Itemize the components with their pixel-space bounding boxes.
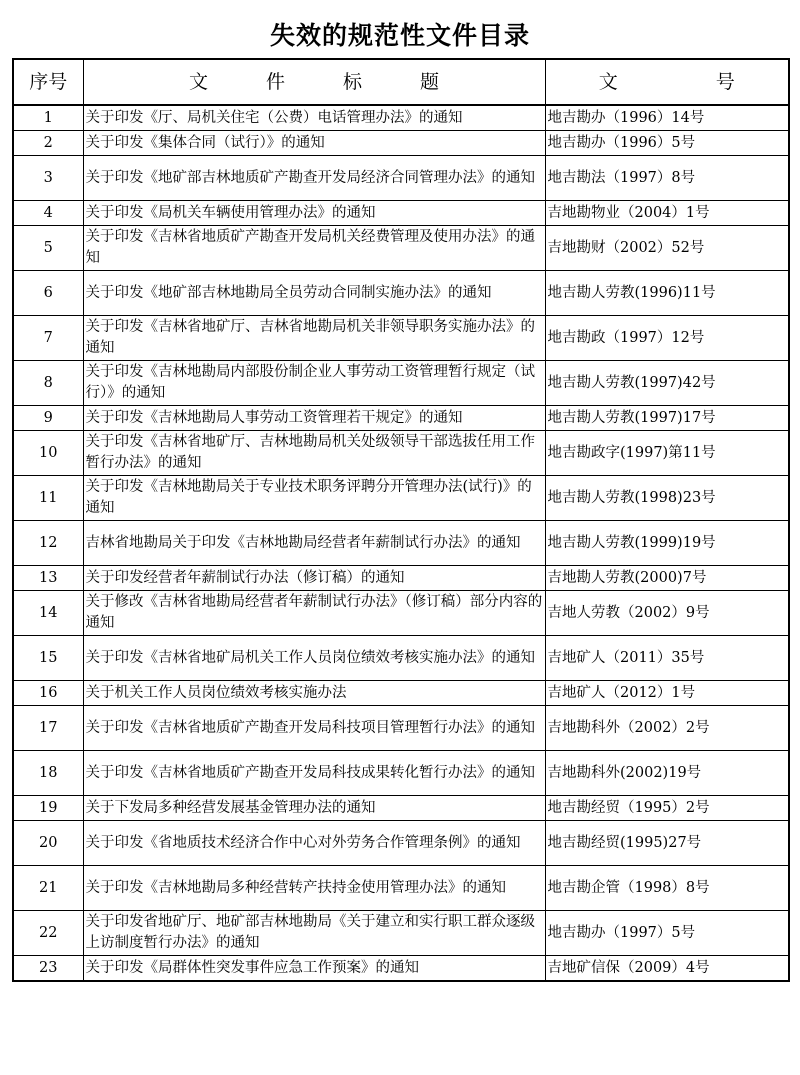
row-number: 地吉勘经贸(1995)27号 (545, 821, 789, 866)
row-title: 关于印发《吉林地勘局人事劳动工资管理若干规定》的通知 (83, 406, 545, 431)
row-title: 关于印发《吉林省地矿厅、吉林地勘局机关处级领导干部选拔任用工作暂行办法》的通知 (83, 431, 545, 476)
row-number: 地吉勘企管（1998）8号 (545, 866, 789, 911)
table-row (13, 956, 789, 982)
row-number: 吉地人劳教（2002）9号 (545, 591, 789, 636)
row-title: 关于印发《吉林省地矿厅、吉林省地勘局机关非领导职务实施办法》的通知 (83, 316, 545, 361)
row-number: 吉地勘物业（2004）1号 (545, 201, 789, 226)
row-title: 关于印发《厅、局机关住宅（公费）电话管理办法》的通知 (83, 105, 545, 131)
table-row (13, 431, 789, 476)
page-title: 失效的规范性文件目录 (269, 21, 530, 50)
row-number: 地吉勘办（1996）5号 (545, 131, 789, 156)
row-title: 关于印发《吉林省地质矿产勘查开发局科技成果转化暂行办法》的通知 (83, 751, 545, 796)
table-row (13, 361, 789, 406)
table-row (13, 706, 789, 751)
row-number: 地吉勘法（1997）8号 (545, 156, 789, 201)
row-title: 关于下发局多种经营发展基金管理办法的通知 (83, 796, 545, 821)
row-title: 关于印发《地矿部吉林地勘局全员劳动合同制实施办法》的通知 (83, 271, 545, 316)
row-number: 地吉勘人劳教(1997)17号 (545, 406, 789, 431)
row-index: 12 (13, 521, 83, 566)
table-row (13, 591, 789, 636)
row-number: 地吉勘经贸（1995）2号 (545, 796, 789, 821)
table-row (13, 681, 789, 706)
row-number: 地吉勘人劳教(1998)23号 (545, 476, 789, 521)
table-row (13, 566, 789, 591)
row-index: 13 (13, 566, 83, 591)
row-index: 23 (13, 956, 83, 982)
row-number: 地吉勘人劳教(1997)42号 (545, 361, 789, 406)
table-row (13, 226, 789, 271)
row-number: 地吉勘人劳教(1999)19号 (545, 521, 789, 566)
row-title: 关于印发《吉林省地矿局机关工作人员岗位绩效考核实施办法》的通知 (83, 636, 545, 681)
table-row (13, 476, 789, 521)
row-title: 关于印发《集体合同（试行）》的通知 (83, 131, 545, 156)
row-index: 3 (13, 156, 83, 201)
row-number: 地吉勘政字(1997)第11号 (545, 431, 789, 476)
row-index: 22 (13, 911, 83, 956)
row-index: 1 (13, 105, 83, 131)
row-title: 关于印发《吉林地勘局内部股份制企业人事劳动工资管理暂行规定（试行）》的通知 (83, 361, 545, 406)
document-table (12, 58, 790, 982)
table-row (13, 131, 789, 156)
row-title: 关于印发《地矿部吉林地质矿产勘查开发局经济合同管理办法》的通知 (83, 156, 545, 201)
row-index: 16 (13, 681, 83, 706)
table-row (13, 796, 789, 821)
row-number: 吉地勘科外（2002）2号 (545, 706, 789, 751)
row-index: 7 (13, 316, 83, 361)
row-number: 地吉勘办（1997）5号 (545, 911, 789, 956)
table-row (13, 751, 789, 796)
row-number: 吉地矿信保（2009）4号 (545, 956, 789, 982)
row-index: 19 (13, 796, 83, 821)
row-title: 关于印发《吉林地勘局多种经营转产扶持金使用管理办法》的通知 (83, 866, 545, 911)
row-index: 2 (13, 131, 83, 156)
row-index: 14 (13, 591, 83, 636)
row-number: 吉地勘科外(2002)19号 (545, 751, 789, 796)
table-row (13, 911, 789, 956)
header-index: 序号 (13, 59, 83, 105)
row-index: 15 (13, 636, 83, 681)
row-index: 9 (13, 406, 83, 431)
table-row (13, 316, 789, 361)
table-row (13, 156, 789, 201)
table-row (13, 521, 789, 566)
table-row (13, 406, 789, 431)
row-title: 关于印发《吉林地勘局关于专业技术职务评聘分开管理办法(试行)》的通知 (83, 476, 545, 521)
table-row (13, 201, 789, 226)
row-index: 18 (13, 751, 83, 796)
row-number: 地吉勘人劳教(1996)11号 (545, 271, 789, 316)
row-title: 关于印发《吉林省地质矿产勘查开发局科技项目管理暂行办法》的通知 (83, 706, 545, 751)
row-index: 5 (13, 226, 83, 271)
row-number: 吉地勘人劳教(2000)7号 (545, 566, 789, 591)
row-number: 地吉勘政（1997）12号 (545, 316, 789, 361)
row-number: 地吉勘办（1996）14号 (545, 105, 789, 131)
table-row (13, 821, 789, 866)
row-index: 8 (13, 361, 83, 406)
header-title: 文 件 标 题 (83, 59, 545, 105)
row-title: 关于机关工作人员岗位绩效考核实施办法 (83, 681, 545, 706)
row-title: 关于印发《局群体性突发事件应急工作预案》的通知 (83, 956, 545, 982)
row-number: 吉地矿人（2012）1号 (545, 681, 789, 706)
row-index: 6 (13, 271, 83, 316)
row-index: 20 (13, 821, 83, 866)
row-index: 4 (13, 201, 83, 226)
table-row (13, 866, 789, 911)
table-row (13, 636, 789, 681)
table-header-row (13, 59, 789, 105)
row-index: 11 (13, 476, 83, 521)
row-number: 吉地矿人（2011）35号 (545, 636, 789, 681)
header-number: 文 号 (545, 59, 789, 105)
row-number: 吉地勘财（2002）52号 (545, 226, 789, 271)
row-title: 关于修改《吉林省地勘局经营者年薪制试行办法》（修订稿）部分内容的通知 (83, 591, 545, 636)
row-title: 关于印发《省地质技术经济合作中心对外劳务合作管理条例》的通知 (83, 821, 545, 866)
row-title: 关于印发《局机关车辆使用管理办法》的通知 (83, 201, 545, 226)
row-title: 关于印发经营者年薪制试行办法（修订稿）的通知 (83, 566, 545, 591)
table-row (13, 271, 789, 316)
table-row (13, 105, 789, 131)
row-index: 21 (13, 866, 83, 911)
row-title: 吉林省地勘局关于印发《吉林地勘局经营者年薪制试行办法》的通知 (83, 521, 545, 566)
row-title: 关于印发省地矿厅、地矿部吉林地勘局《关于建立和实行职工群众逐级上访制度暂行办法》的通知 (83, 911, 545, 956)
row-title: 关于印发《吉林省地质矿产勘查开发局机关经费管理及使用办法》的通知 (83, 226, 545, 271)
row-index: 17 (13, 706, 83, 751)
row-index: 10 (13, 431, 83, 476)
